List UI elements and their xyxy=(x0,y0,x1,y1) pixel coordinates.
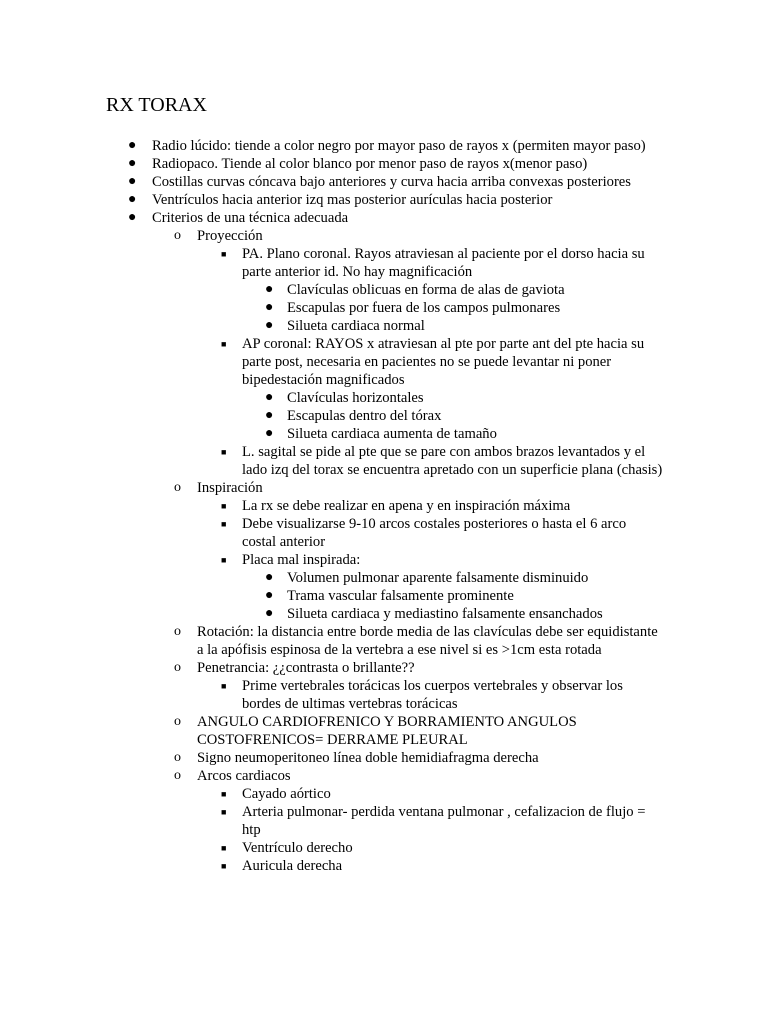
bullet-icon: ● xyxy=(128,138,137,153)
bullet-icon: ● xyxy=(128,156,137,171)
square-bullet-icon: ■ xyxy=(221,807,227,817)
circle-bullet-icon: o xyxy=(174,750,181,765)
list-item-penetrancia: o Penetrancia: ¿¿contrasta o brillante?? ■ Prime vertebrales torácicas los cuerpos vertebrales y observar los bordes de ultimas vertebras torácicas xyxy=(0,659,663,713)
list-item: ● Ventrículos hacia anterior izq mas posterior aurículas hacia posterior xyxy=(128,192,553,208)
list-item-criterios: ● Criterios de una técnica adecuada o Proyección ■ PA. Plano coronal. Rayos atraviesan al paciente por el dorso hacia su parte anterior id. No hay magnificación ● Clavículas oblicuas en forma de alas de gaviota ● Escapulas por fuera de los campos pulmonares ● Silueta cardiaca normal ■ AP coronal: RAYOS x atraviesan al pte por parte ant del pte hacia su parte post, necesaria en pacientes no se puede levantar ni poner bipedestación magnificados ● Clavículas horizontales ● Escapulas dentro del tórax ● Silueta cardiaca aumenta de tamaño ■ L. sagital se pide al pte que se pare con ambos brazos levantados y el lado izq del torax se encuentra apretado con un superficie plana (chasis) o Inspiración ■ La rx se debe realizar en apena y en inspiración máxima ■ Debe visualizarse 9-10 arcos costales posteriores o hasta el 6 arco costal anterior ■ Placa mal inspirada: ● Volumen pulmonar aparente falsamente disminuido ● Trama vascular falsamente prominente ● Silueta cardiaca y mediastino falsamente ensanchados o Rotación: la distancia entre borde media de las clavículas debe ser equidistante a la apófisis espinosa de la vertebra a ese nivel si es >1cm esta rotada o Penetrancia: ¿¿contrasta o brillante?? ■ Prime vertebrales torácicas los cuerpos vertebrales y observar los bordes de ultimas vertebras torácicas o ANGULO CARDIOFRENICO Y BORRAMIENTO ANGULOS COSTOFRENICOS= DERRAME PLEURAL o Signo neumoperitoneo línea doble hemidiafragma derecha o Arcos cardiacos ■ Cayado aórtico ■ Arteria pulmonar- perdida ventana pulmonar , cefalizacion de flujo = htp ■ Ventrículo derecho ■ Auricula derecha xyxy=(0,209,662,875)
square-bullet-icon: ■ xyxy=(221,501,227,511)
square-bullet-icon: ■ xyxy=(221,861,227,871)
sub-list xyxy=(197,677,663,713)
bullet-list xyxy=(0,137,768,875)
list-item: ● Volumen pulmonar aparente falsamente disminuido xyxy=(265,570,589,586)
square-bullet-icon: ■ xyxy=(221,339,227,349)
list-item: ■ Auricula derecha xyxy=(221,858,343,874)
bullet-icon: ● xyxy=(265,408,274,423)
list-item: ■ Cayado aórtico xyxy=(221,786,331,802)
circle-bullet-icon: o xyxy=(174,624,181,639)
list-item: ● Silueta cardiaca y mediastino falsamente ensanchados xyxy=(265,606,603,622)
bullet-icon: ● xyxy=(128,210,137,225)
document-body xyxy=(0,137,768,875)
list-item: ● Trama vascular falsamente prominente xyxy=(265,588,514,604)
sub-list xyxy=(197,245,663,479)
list-item: ● Radio lúcido: tiende a color negro por mayor paso de rayos x (permiten mayor paso) xyxy=(128,138,646,154)
list-item: ■ Debe visualizarse 9-10 arcos costales posteriores o hasta el 6 arco costal anterior xyxy=(221,516,627,550)
document-title: RX TORAX xyxy=(106,94,207,116)
sub-list xyxy=(197,497,663,623)
list-item-pa: ■ PA. Plano coronal. Rayos atraviesan al paciente por el dorso hacia su parte anterior id. No hay magnificación ● Clavículas oblicuas en forma de alas de gaviota ● Escapulas por fuera de los campos pulmonares ● Silueta cardiaca normal xyxy=(0,245,663,335)
list-item: ● Clavículas oblicuas en forma de alas de gaviota xyxy=(265,282,565,298)
list-item: ● Escapulas por fuera de los campos pulmonares xyxy=(265,300,561,316)
list-item-arcos-cardiacos: o Arcos cardiacos ■ Cayado aórtico ■ Arteria pulmonar- perdida ventana pulmonar , cefalizacion de flujo = htp ■ Ventrículo derecho ■ Auricula derecha xyxy=(0,767,663,875)
list-item: ● Silueta cardiaca aumenta de tamaño xyxy=(265,426,497,442)
bullet-icon: ● xyxy=(265,570,274,585)
list-item-proyeccion: o Proyección ■ PA. Plano coronal. Rayos atraviesan al paciente por el dorso hacia su parte anterior id. No hay magnificación ● Clavículas oblicuas en forma de alas de gaviota ● Escapulas por fuera de los campos pulmonares ● Silueta cardiaca normal ■ AP coronal: RAYOS x atraviesan al pte por parte ant del pte hacia su parte post, necesaria en pacientes no se puede levantar ni poner bipedestación magnificados ● Clavículas horizontales ● Escapulas dentro del tórax ● Silueta cardiaca aumenta de tamaño ■ L. sagital se pide al pte que se pare con ambos brazos levantados y el lado izq del torax se encuentra apretado con un superficie plana (chasis) xyxy=(0,227,663,479)
circle-bullet-icon: o xyxy=(174,660,181,675)
list-item: ● Silueta cardiaca normal xyxy=(265,318,425,334)
list-item: ■ La rx se debe realizar en apena y en inspiración máxima xyxy=(221,498,571,514)
circle-bullet-icon: o xyxy=(174,228,181,243)
list-item: ● Clavículas horizontales xyxy=(265,390,424,406)
bullet-icon: ● xyxy=(265,300,274,315)
list-item: ■ Ventrículo derecho xyxy=(221,840,353,856)
circle-bullet-icon: o xyxy=(174,768,181,783)
bullet-icon: ● xyxy=(265,282,274,297)
sub-list xyxy=(242,389,663,443)
list-item-rotacion: o Rotación: la distancia entre borde media de las clavículas debe ser equidistante a la apófisis espinosa de la vertebra a ese nivel si es >1cm esta rotada xyxy=(174,624,658,658)
list-item: ● Escapulas dentro del tórax xyxy=(265,408,442,424)
bullet-icon: ● xyxy=(265,390,274,405)
square-bullet-icon: ■ xyxy=(221,519,227,529)
sub-list xyxy=(242,281,663,335)
bullet-icon: ● xyxy=(265,426,274,441)
circle-bullet-icon: o xyxy=(174,714,181,729)
bullet-icon: ● xyxy=(265,588,274,603)
bullet-icon: ● xyxy=(265,318,274,333)
list-item: ● Costillas curvas cóncava bajo anteriores y curva hacia arriba convexas posteriores xyxy=(128,174,631,190)
bullet-icon: ● xyxy=(128,174,137,189)
list-item-inspiracion: o Inspiración ■ La rx se debe realizar en apena y en inspiración máxima ■ Debe visualizarse 9-10 arcos costales posteriores o hasta el 6 arco costal anterior ■ Placa mal inspirada: ● Volumen pulmonar aparente falsamente disminuido ● Trama vascular falsamente prominente ● Silueta cardiaca y mediastino falsamente ensanchados xyxy=(0,479,663,623)
list-item: ■ Arteria pulmonar- perdida ventana pulmonar , cefalizacion de flujo = htp xyxy=(221,804,646,838)
list-item-neumoperitoneo: o Signo neumoperitoneo línea doble hemidiafragma derecha xyxy=(174,750,539,766)
list-item-ap: ■ AP coronal: RAYOS x atraviesan al pte por parte ant del pte hacia su parte post, necesaria en pacientes no se puede levantar ni poner bipedestación magnificados ● Clavículas horizontales ● Escapulas dentro del tórax ● Silueta cardiaca aumenta de tamaño xyxy=(0,335,663,443)
square-bullet-icon: ■ xyxy=(221,681,227,691)
list-item: ● Radiopaco. Tiende al color blanco por menor paso de rayos x(menor paso) xyxy=(128,156,588,172)
square-bullet-icon: ■ xyxy=(221,249,227,259)
sub-list xyxy=(197,785,663,875)
list-item-lateral: ■ L. sagital se pide al pte que se pare con ambos brazos levantados y el lado izq del torax se encuentra apretado con un superficie plana (chasis) xyxy=(221,444,663,478)
square-bullet-icon: ■ xyxy=(221,843,227,853)
sub-list xyxy=(152,227,662,875)
list-item-angulo: o ANGULO CARDIOFRENICO Y BORRAMIENTO ANGULOS COSTOFRENICOS= DERRAME PLEURAL xyxy=(174,714,577,748)
list-item-placa: ■ Placa mal inspirada: ● Volumen pulmonar aparente falsamente disminuido ● Trama vascular falsamente prominente ● Silueta cardiaca y mediastino falsamente ensanchados xyxy=(0,551,663,623)
list-item: ■ Prime vertebrales torácicas los cuerpos vertebrales y observar los bordes de ultimas vertebras torácicas xyxy=(221,678,623,712)
square-bullet-icon: ■ xyxy=(221,789,227,799)
circle-bullet-icon: o xyxy=(174,480,181,495)
bullet-icon: ● xyxy=(265,606,274,621)
square-bullet-icon: ■ xyxy=(221,447,227,457)
bullet-icon: ● xyxy=(128,192,137,207)
square-bullet-icon: ■ xyxy=(221,555,227,565)
sub-list xyxy=(242,569,663,623)
